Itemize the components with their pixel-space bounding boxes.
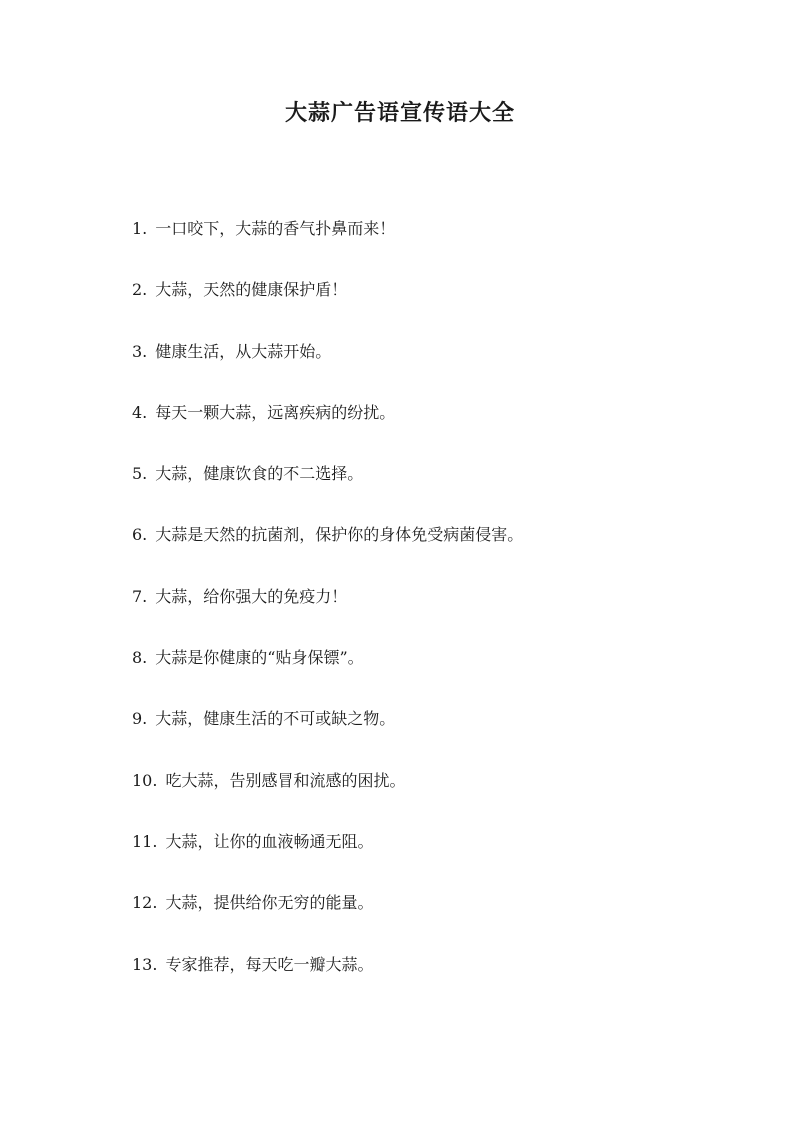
list-item xyxy=(132,583,523,644)
item-number: 8. xyxy=(132,648,148,668)
item-text: 一口咬下，大蒜的香气扑鼻而来！ xyxy=(155,219,396,238)
item-text: 大蒜，提供给你无穷的能量。 xyxy=(165,893,374,913)
list-item xyxy=(132,521,523,582)
item-number: 2. xyxy=(132,280,148,300)
item-text: 大蒜是天然的抗菌剂，保护你的身体免受病菌侵害。 xyxy=(155,525,524,545)
item-text: 吃大蒜，告别感冒和流感的困扰。 xyxy=(165,770,406,790)
list-item xyxy=(132,951,523,1012)
page-title: 大蒜广告语宣传语大全 xyxy=(284,100,515,126)
list-item xyxy=(132,276,523,337)
item-number: 6. xyxy=(132,525,148,545)
list-item xyxy=(132,399,523,460)
item-text: 大蒜，健康生活的不可或缺之物。 xyxy=(155,709,396,729)
list-item xyxy=(132,889,523,950)
item-text: 大蒜是你健康的“贴身保镖”。 xyxy=(155,648,364,668)
list-item xyxy=(132,828,523,889)
item-number: 4. xyxy=(132,402,148,422)
item-number: 7. xyxy=(132,586,148,606)
list-item xyxy=(132,460,523,521)
item-number: 3. xyxy=(132,341,148,361)
list-item xyxy=(132,767,523,828)
item-number: 1. xyxy=(132,219,148,238)
list-item xyxy=(132,644,523,705)
item-text: 健康生活，从大蒜开始。 xyxy=(155,341,332,361)
item-text: 每天一颗大蒜，远离疾病的纷扰。 xyxy=(155,402,396,422)
list-item xyxy=(132,215,523,276)
item-text: 大蒜，天然的健康保护盾！ xyxy=(155,280,348,300)
item-text: 大蒜，让你的血液畅通无阻。 xyxy=(165,831,374,851)
list-item xyxy=(132,705,523,766)
item-text: 专家推荐，每天吃一瓣大蒜。 xyxy=(165,954,374,974)
item-number: 12. xyxy=(132,893,158,913)
list-item xyxy=(132,338,523,399)
item-number: 10. xyxy=(132,770,158,790)
item-text: 大蒜，健康饮食的不二选择。 xyxy=(155,464,364,484)
item-number: 11. xyxy=(132,831,158,851)
item-number: 9. xyxy=(132,709,148,729)
slogan-list xyxy=(132,215,523,1012)
item-text: 大蒜，给你强大的免疫力！ xyxy=(155,586,348,606)
item-number: 13. xyxy=(132,954,158,974)
item-number: 5. xyxy=(132,464,148,484)
